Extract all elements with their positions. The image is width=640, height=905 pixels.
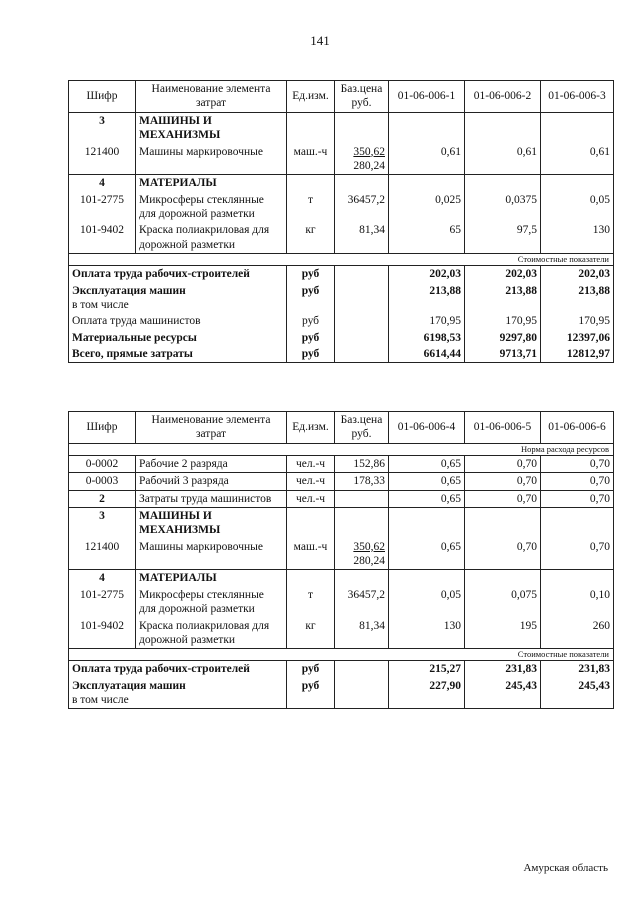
summary-value-2: 213,88 xyxy=(465,283,541,314)
row-name: Машины маркировочные xyxy=(136,144,287,175)
section-number: 3 xyxy=(69,112,136,143)
summary-row xyxy=(69,283,614,314)
row-value-3: 260 xyxy=(541,618,614,649)
cost-indicators-row xyxy=(69,254,614,266)
row-value-1: 0,65 xyxy=(389,473,465,490)
row-price xyxy=(335,490,389,507)
section-number: 4 xyxy=(69,570,136,587)
cost-indicators-label: Стоимостные показатели xyxy=(69,254,614,266)
summary-value-1: 215,27 xyxy=(389,661,465,678)
header-unit: Ед.изм. xyxy=(287,412,335,444)
row-value-2: 195 xyxy=(465,618,541,649)
table-row xyxy=(69,455,614,472)
row-value-3: 0,70 xyxy=(541,455,614,472)
summary-row xyxy=(69,678,614,709)
row-value-2: 0,0375 xyxy=(465,192,541,223)
row-code: 0-0003 xyxy=(69,473,136,490)
table-row xyxy=(69,587,614,618)
row-price xyxy=(335,539,389,570)
summary-value-2: 170,95 xyxy=(465,313,541,329)
header-name: Наименование элемента затрат xyxy=(136,81,287,113)
row-name: Краска полиакриловая для дорожной разметки xyxy=(136,222,287,253)
row-code: 121400 xyxy=(69,539,136,570)
table-row xyxy=(69,144,614,175)
summary-unit: руб xyxy=(287,346,335,363)
row-unit: чел.-ч xyxy=(287,473,335,490)
summary-value-3: 170,95 xyxy=(541,313,614,329)
section-number: 3 xyxy=(69,507,136,538)
summary-label: Эксплуатация машин в том числе xyxy=(69,678,287,709)
row-unit: кг xyxy=(287,618,335,649)
row-price: 152,86 xyxy=(335,455,389,472)
price-primary: 350,62 xyxy=(353,145,385,158)
section-number: 4 xyxy=(69,175,136,192)
row-price: 81,34 xyxy=(335,618,389,649)
row-value-1: 0,05 xyxy=(389,587,465,618)
section-materials-title-row xyxy=(69,175,614,192)
summary-unit: руб xyxy=(287,266,335,283)
row-name: Рабочие 2 разряда xyxy=(136,455,287,472)
row-code: 2 xyxy=(69,490,136,507)
header-col-5: 01-06-006-5 xyxy=(465,412,541,444)
row-price xyxy=(335,144,389,175)
row-name: Машины маркировочные xyxy=(136,539,287,570)
section-title: МАТЕРИАЛЫ xyxy=(136,570,287,587)
price-primary: 350,62 xyxy=(353,540,385,553)
row-name: Рабочий 3 разряда xyxy=(136,473,287,490)
table-row xyxy=(69,192,614,223)
row-value-2: 97,5 xyxy=(465,222,541,253)
summary-value-2: 245,43 xyxy=(465,678,541,709)
summary-label: Оплата труда рабочих-строителей xyxy=(69,661,287,678)
row-unit: маш.-ч xyxy=(287,539,335,570)
row-value-2: 0,075 xyxy=(465,587,541,618)
row-value-3: 0,10 xyxy=(541,587,614,618)
header-col-4: 01-06-006-4 xyxy=(389,412,465,444)
footer-region-label: Амурская область xyxy=(523,862,608,874)
summary-label: Эксплуатация машин в том числе xyxy=(69,283,287,314)
resource-table-1 xyxy=(68,80,614,363)
summary-value-1: 202,03 xyxy=(389,266,465,283)
summary-value-1: 227,90 xyxy=(389,678,465,709)
summary-unit: руб xyxy=(287,283,335,314)
summary-row xyxy=(69,313,614,329)
price-secondary: 280,24 xyxy=(353,159,385,172)
summary-value-1: 6198,53 xyxy=(389,330,465,346)
row-name: Затраты труда машинистов xyxy=(136,490,287,507)
header-col-3: 01-06-006-3 xyxy=(541,81,614,113)
row-value-1: 0,65 xyxy=(389,490,465,507)
row-code: 0-0002 xyxy=(69,455,136,472)
row-value-1: 65 xyxy=(389,222,465,253)
summary-value-3: 12397,06 xyxy=(541,330,614,346)
summary-value-2: 9297,80 xyxy=(465,330,541,346)
row-name: Микросферы стеклянные для дорожной разметки xyxy=(136,587,287,618)
section-title: МАШИНЫ И МЕХАНИЗМЫ xyxy=(136,507,287,538)
table-header-row xyxy=(69,81,614,113)
resource-table-2 xyxy=(68,411,614,709)
row-unit: маш.-ч xyxy=(287,144,335,175)
row-name: Краска полиакриловая для дорожной разметки xyxy=(136,618,287,649)
summary-value-3: 245,43 xyxy=(541,678,614,709)
row-unit: т xyxy=(287,192,335,223)
summary-unit: руб xyxy=(287,661,335,678)
header-col-2: 01-06-006-2 xyxy=(465,81,541,113)
row-code: 101-2775 xyxy=(69,192,136,223)
summary-label: Оплата труда машинистов xyxy=(69,313,287,329)
header-col-1: 01-06-006-1 xyxy=(389,81,465,113)
row-value-1: 0,65 xyxy=(389,455,465,472)
summary-value-1: 6614,44 xyxy=(389,346,465,363)
summary-value-3: 213,88 xyxy=(541,283,614,314)
summary-label: Всего, прямые затраты xyxy=(69,346,287,363)
table-row xyxy=(69,490,614,507)
table-row xyxy=(69,539,614,570)
price-secondary: 280,24 xyxy=(353,555,385,567)
header-name: Наименование элемента затрат xyxy=(136,412,287,444)
summary-row xyxy=(69,661,614,678)
summary-row xyxy=(69,266,614,283)
section-machines-title-row xyxy=(69,507,614,538)
row-value-3: 0,70 xyxy=(541,539,614,570)
cost-indicators-label: Стоимостные показатели xyxy=(69,649,614,661)
header-price: Баз.цена руб. xyxy=(335,81,389,113)
row-price: 36457,2 xyxy=(335,192,389,223)
row-value-1: 0,65 xyxy=(389,539,465,570)
summary-value-2: 231,83 xyxy=(465,661,541,678)
summary-value-3: 202,03 xyxy=(541,266,614,283)
table-row xyxy=(69,473,614,490)
summary-value-2: 9713,71 xyxy=(465,346,541,363)
row-value-1: 0,025 xyxy=(389,192,465,223)
row-code: 101-2775 xyxy=(69,587,136,618)
summary-value-2: 202,03 xyxy=(465,266,541,283)
section-title: МАШИНЫ И МЕХАНИЗМЫ xyxy=(136,112,287,143)
section-materials-title-row xyxy=(69,570,614,587)
row-unit: чел.-ч xyxy=(287,490,335,507)
row-price: 178,33 xyxy=(335,473,389,490)
row-value-1: 0,61 xyxy=(389,144,465,175)
row-code: 101-9402 xyxy=(69,618,136,649)
row-code: 101-9402 xyxy=(69,222,136,253)
summary-value-1: 213,88 xyxy=(389,283,465,314)
row-unit: чел.-ч xyxy=(287,455,335,472)
header-price: Баз.цена руб. xyxy=(335,412,389,444)
summary-label: Материальные ресурсы xyxy=(69,330,287,346)
row-code: 121400 xyxy=(69,144,136,175)
row-name: Микросферы стеклянные для дорожной разметки xyxy=(136,192,287,223)
row-value-2: 0,70 xyxy=(465,455,541,472)
summary-value-1: 170,95 xyxy=(389,313,465,329)
row-value-3: 130 xyxy=(541,222,614,253)
summary-unit: руб xyxy=(287,330,335,346)
summary-label: Оплата труда рабочих-строителей xyxy=(69,266,287,283)
header-unit: Ед.изм. xyxy=(287,81,335,113)
section-title: МАТЕРИАЛЫ xyxy=(136,175,287,192)
summary-sublabel: в том числе xyxy=(72,298,129,311)
header-col-6: 01-06-006-6 xyxy=(541,412,614,444)
summary-row xyxy=(69,330,614,346)
row-value-3: 0,61 xyxy=(541,144,614,175)
cost-indicators-row xyxy=(69,649,614,661)
table-header-row xyxy=(69,412,614,444)
norm-label: Норма расхода ресурсов xyxy=(69,443,614,455)
row-value-2: 0,70 xyxy=(465,490,541,507)
table-row xyxy=(69,618,614,649)
header-code: Шифр xyxy=(69,412,136,444)
row-value-2: 0,61 xyxy=(465,144,541,175)
row-value-3: 0,70 xyxy=(541,473,614,490)
summary-sublabel: в том числе xyxy=(72,694,129,706)
row-value-2: 0,70 xyxy=(465,539,541,570)
header-code: Шифр xyxy=(69,81,136,113)
row-unit: т xyxy=(287,587,335,618)
table-row xyxy=(69,222,614,253)
row-unit: кг xyxy=(287,222,335,253)
page-number: 141 xyxy=(310,33,330,48)
summary-row xyxy=(69,346,614,363)
section-machines-title-row xyxy=(69,112,614,143)
row-price: 81,34 xyxy=(335,222,389,253)
summary-unit: руб xyxy=(287,678,335,709)
summary-unit: руб xyxy=(287,313,335,329)
row-value-3: 0,70 xyxy=(541,490,614,507)
row-price: 36457,2 xyxy=(335,587,389,618)
row-value-1: 130 xyxy=(389,618,465,649)
row-value-2: 0,70 xyxy=(465,473,541,490)
summary-value-3: 12812,97 xyxy=(541,346,614,363)
row-value-3: 0,05 xyxy=(541,192,614,223)
summary-value-3: 231,83 xyxy=(541,661,614,678)
norm-label-row xyxy=(69,443,614,455)
